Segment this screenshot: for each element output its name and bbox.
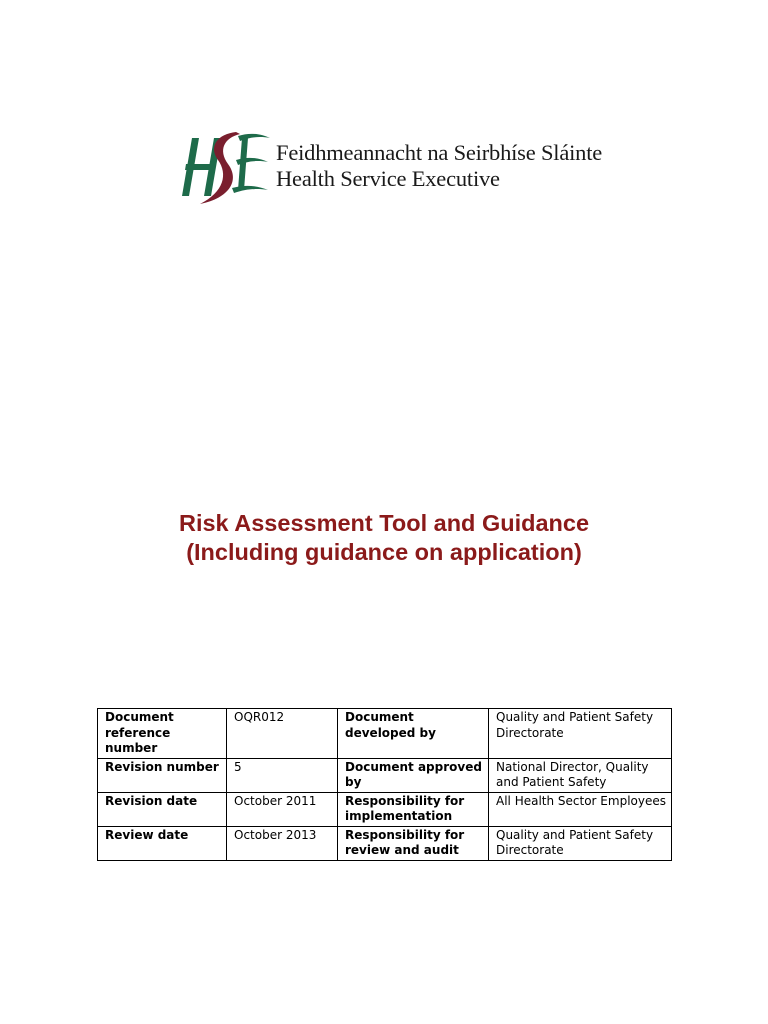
table-row — [98, 792, 672, 826]
developed-by-label: Document developed by — [338, 709, 489, 759]
revision-date-label: Revision date — [98, 792, 227, 826]
revision-date-value: October 2011 — [227, 792, 338, 826]
logo-english-name: Health Service Executive — [276, 166, 500, 191]
hse-logo-mark-icon — [178, 126, 274, 206]
table-row — [98, 709, 672, 759]
title-line-1: Risk Assessment Tool and Guidance — [178, 510, 590, 536]
developed-by-value: Quality and Patient Safety Directorate — [489, 709, 672, 759]
doc-reference-label: Document reference number — [98, 709, 227, 759]
approved-by-label: Document approved by — [338, 758, 489, 792]
title-line-2: (Including guidance on application) — [186, 539, 582, 565]
implementation-value: All Health Sector Employees — [489, 792, 672, 826]
doc-reference-value: OQR012 — [227, 709, 338, 759]
implementation-label: Responsibility for implementation — [338, 792, 489, 826]
review-audit-value: Quality and Patient Safety Directorate — [489, 826, 672, 860]
approved-by-value: National Director, Quality and Patient Safety — [489, 758, 672, 792]
document-title — [0, 509, 768, 567]
revision-number-label: Revision number — [98, 758, 227, 792]
table-row — [98, 826, 672, 860]
revision-number-value: 5 — [227, 758, 338, 792]
review-date-value: October 2013 — [227, 826, 338, 860]
logo-irish-name: Feidhmeannacht na Seirbhíse Sláinte — [276, 140, 603, 165]
review-date-label: Review date — [98, 826, 227, 860]
document-control-table — [97, 708, 672, 861]
hse-logo — [178, 126, 603, 206]
table-row — [98, 758, 672, 792]
review-audit-label: Responsibility for review and audit — [338, 826, 489, 860]
logo-wordmark — [276, 140, 602, 192]
